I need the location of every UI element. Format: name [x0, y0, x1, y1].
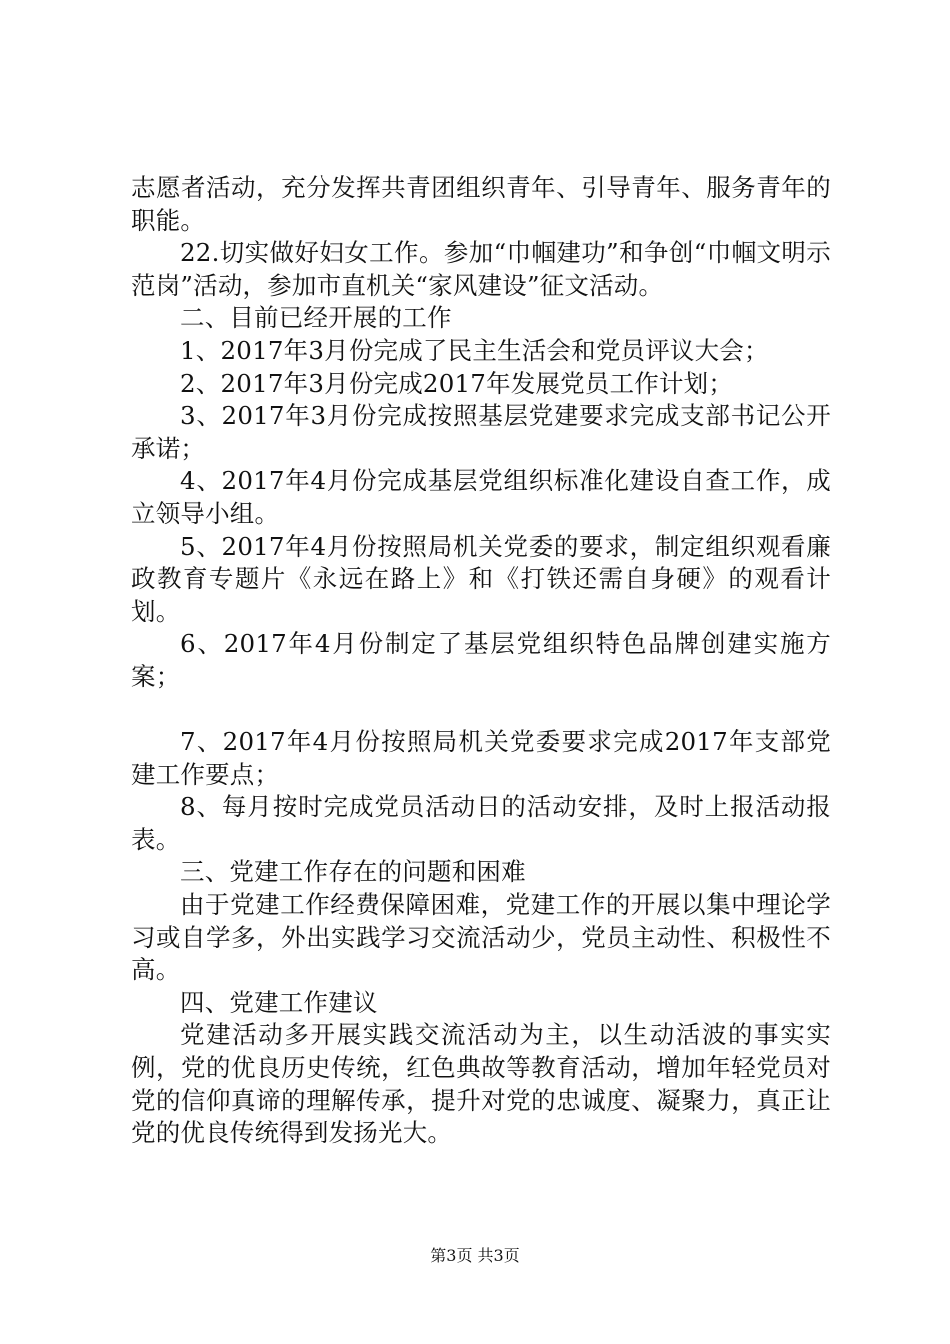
list-item-1: 1、2017年3月份完成了民主生活会和党员评议大会；: [180, 335, 769, 365]
suggestions-paragraph: 党建活动多开展实践交流活动为主，以生动活波的事实实例，党的优良历史传统，红色典故等教育活动，增加年轻党员对党的信仰真谛的理解传承，提升对党的忠诚度、凝聚力，真正让党的优良传统得到发扬光大。: [131, 1020, 831, 1148]
paragraph-item-22: 22.切实做好妇女工作。参加“巾帼建功”和争创“巾帼文明示范岗”活动，参加市直机关“家风建设”征文活动。: [131, 238, 831, 300]
section-heading-4: 四、党建工作建议: [180, 987, 378, 1017]
list-item-3: 3、2017年3月份完成按照基层党建要求完成支部书记公开承诺；: [131, 401, 831, 463]
problems-paragraph: 由于党建工作经费保障困难，党建工作的开展以集中理论学习或自学多，外出实践学习交流活动少，党员主动性、积极性不高。: [131, 890, 831, 985]
list-item-8: 8、每月按时完成党员活动日的活动安排，及时上报活动报表。: [131, 792, 831, 854]
section-heading-3: 三、党建工作存在的问题和困难: [180, 857, 526, 887]
paragraph-continuation: 志愿者活动，充分发挥共青团组织青年、引导青年、服务青年的职能。: [131, 173, 831, 235]
list-item-5: 5、2017年4月份按照局机关党委的要求，制定组织观看廉政教育专题片《永远在路上》和《打铁还需自身硬》的观看计划。: [131, 531, 831, 626]
list-item-4: 4、2017年4月份完成基层党组织标准化建设自查工作，成立领导小组。: [131, 466, 831, 528]
section-heading-2: 二、目前已经开展的工作: [180, 303, 452, 333]
list-item-6: 6、2017年4月份制定了基层党组织特色品牌创建实施方案；: [131, 629, 831, 691]
page-number: 第3页 共3页: [430, 1246, 520, 1265]
blank-line: [131, 694, 831, 727]
list-item-2: 2、2017年3月份完成2017年发展党员工作计划；: [180, 368, 734, 398]
document-body: [131, 172, 831, 1150]
list-item-7: 7、2017年4月份按照局机关党委要求完成2017年支部党建工作要点；: [131, 727, 831, 789]
